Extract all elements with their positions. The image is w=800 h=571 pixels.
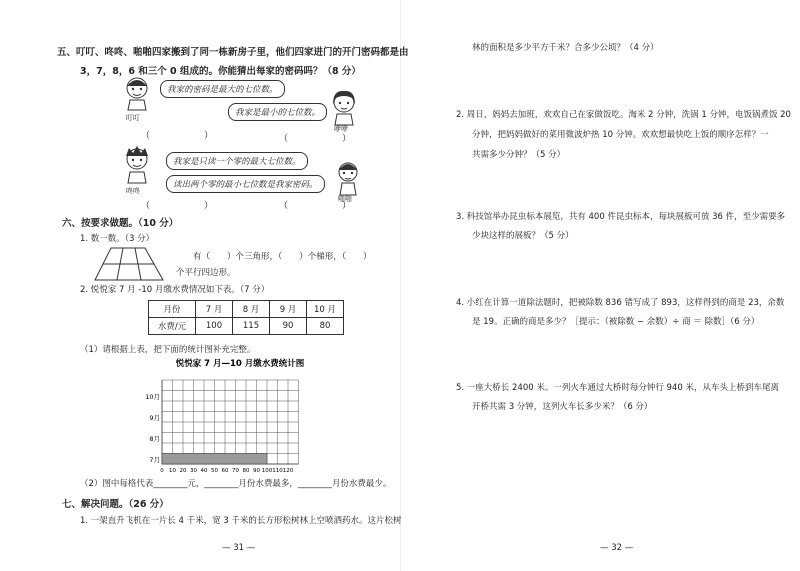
water-fee-table	[148, 300, 344, 335]
answer-paren-3: （ ）	[141, 201, 214, 211]
name-papa: 啪啪	[338, 195, 352, 203]
table-cell: 90	[270, 318, 307, 335]
speech-bubble-4: 读出两个零的最小七位数是我家密码。	[166, 175, 325, 193]
q7-5-line2: 开桥共需 3 分钟，这列火车长多少米？（6 分）	[472, 402, 653, 412]
x-tick-label: 50	[211, 468, 218, 472]
q6-1-text-b: 个平行四边形。	[176, 268, 236, 278]
page-number-31: — 31 —	[222, 543, 256, 553]
boy-papa-illustration	[333, 160, 363, 196]
chart-x-labels	[160, 468, 293, 472]
x-tick-label: 60	[221, 468, 229, 472]
water-fee-chart	[140, 356, 340, 472]
table-cell: 80	[307, 318, 344, 335]
q6-1-text-a: 有（ ）个三角形，（ ）个梯形，（ ）	[193, 252, 372, 262]
q7-3-line1: 3. 科技馆举办昆虫标本展览，共有 400 件昆虫标本，每块展板可放 36 件，至少需要多	[456, 212, 786, 222]
x-tick-label: 30	[190, 468, 197, 472]
q7-title: 七、解决问题。（26 分）	[62, 499, 169, 510]
table-header-row	[149, 301, 344, 318]
x-tick-label: 20	[179, 468, 187, 472]
speech-bubble-2: 我家是最小的七位数。	[228, 103, 327, 121]
girl-yiyi-illustration	[327, 88, 361, 126]
table-cell: 7 月	[196, 301, 233, 318]
chart-bars	[162, 454, 267, 465]
boy-dongdong-illustration	[120, 144, 154, 184]
x-tick-label: 90	[253, 468, 260, 472]
page-number-32: — 32 —	[600, 543, 634, 553]
y-tick-label: 8月	[149, 434, 160, 443]
q7-2-line3: 共需多少分钟？（5 分）	[472, 150, 566, 160]
q7-5-line1: 5. 一座大桥长 2400 米。一列火车通过大桥时每分钟行 940 米，从车头上桥到车尾离	[456, 383, 779, 393]
y-tick-label: 7月	[149, 455, 160, 464]
chart-y-labels	[145, 393, 160, 464]
chart-title: 悦悦家 7 月—10 月缴水费统计图	[175, 359, 305, 369]
q7-3-line2: 少块这样的展板？（5 分）	[472, 231, 574, 241]
name-dongdong: 咚咚	[126, 187, 140, 195]
q7-4-line2: 是 19。正确的商是多少？［提示：（被除数 − 余数）÷ 商 ＝ 除数］（6 分）	[472, 317, 760, 327]
q6-2-sub2: （2）图中每格代表________元，________月份水费最多，________月份水费最少。	[80, 479, 392, 489]
x-tick-label: 110	[272, 468, 283, 472]
page-divider	[400, 0, 401, 571]
table-cell: 100	[196, 318, 233, 335]
q5-title-line2: 3，7，8，6 和三个 0 组成的。你能猜出每家的密码吗？（8 分）	[80, 66, 361, 77]
answer-paren-4: （ ）	[279, 201, 352, 211]
table-cell: 水费/元	[149, 318, 196, 335]
boy-dingding-illustration	[120, 74, 154, 112]
table-cell: 9 月	[270, 301, 307, 318]
y-tick-label: 9月	[149, 413, 160, 422]
q6-2-label: 2. 悦悦家 7 月 -10 月缴水费情况如下表。（7 分）	[80, 285, 270, 295]
q7-1-line1: 1. 一架直升飞机在一片长 4 千米，宽 3 千米的长方形松树林上空喷洒药水。这片松树	[80, 516, 402, 526]
q7-2-line1: 2. 周日，妈妈去加班，欢欢自己在家做饭吃。淘米 2 分钟，洗锅 1 分钟，电饭锅煮饭 20	[456, 110, 791, 120]
x-tick-label: 80	[242, 468, 250, 472]
table-cell: 月份	[149, 301, 196, 318]
x-tick-label: 120	[282, 468, 294, 472]
x-tick-label: 0	[160, 468, 164, 472]
name-dingding: 叮叮	[126, 114, 140, 122]
q5-title-line1: 五、叮叮、咚咚、啪啪四家搬到了同一栋新房子里，他们四家进门的开门密码都是由	[57, 47, 409, 58]
speech-bubble-3: 我家是只读一个零的最大七位数。	[166, 152, 308, 170]
x-tick-label: 70	[232, 468, 239, 472]
table-cell: 115	[233, 318, 270, 335]
chart-grid	[162, 380, 299, 464]
table-cell: 8 月	[233, 301, 270, 318]
y-tick-label: 10月	[145, 392, 160, 401]
q7-1-continued: 林的面积是多少平方千米？合多少公顷？（4 分）	[472, 43, 659, 53]
q6-title: 六、按要求做题。（10 分）	[62, 218, 179, 229]
q7-2-line2: 分钟，把妈妈做好的菜用微波炉热 10 分钟。欢欢想最快吃上饭的顺序怎样？一	[472, 130, 769, 140]
name-yiyi: 咿咿	[334, 125, 348, 133]
speech-bubble-1: 我家的密码是最大的七位数。	[160, 80, 285, 98]
q6-2-sub1: （1）请根据上表，把下面的统计图补充完整。	[80, 345, 256, 355]
x-tick-label: 100	[261, 468, 273, 472]
answer-paren-2: （ ）	[279, 134, 352, 144]
q6-1-label: 1. 数一数。（3 分）	[80, 234, 155, 244]
answer-paren-1: （ ）	[141, 131, 214, 141]
x-tick-label: 40	[200, 468, 208, 472]
table-cell: 10 月	[307, 301, 344, 318]
q7-4-line1: 4. 小红在计算一道除法题时，把被除数 836 错写成了 893，这样得到的商是 23，余数	[456, 298, 785, 308]
table-row	[149, 318, 344, 335]
x-tick-label: 10	[169, 468, 176, 472]
trapezoid-figure	[93, 246, 165, 282]
bar	[162, 454, 267, 465]
